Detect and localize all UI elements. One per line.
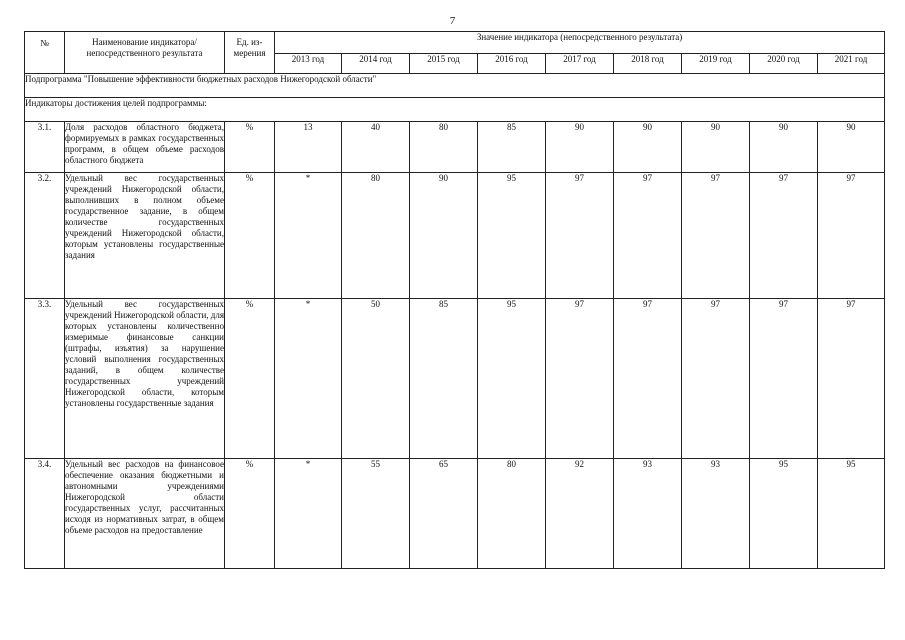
value-cell: 92 bbox=[546, 459, 614, 569]
table-row bbox=[25, 122, 885, 173]
header-year: 2015 год bbox=[410, 54, 478, 74]
value-cell: 65 bbox=[410, 459, 478, 569]
table-row bbox=[25, 299, 885, 459]
value-cell: 40 bbox=[342, 122, 410, 173]
header-year: 2021 год bbox=[818, 54, 885, 74]
indicator-name: Удельный вес государственных учреждений Нижегородской области, для которых установлены количественно измеримые финансовые санкции (штрафы, изъятия) за нарушение условий выполнения государственных заданий, в общем количестве государственных учреждений Нижегородской области, которым установлены государственные задания bbox=[65, 299, 225, 459]
row-number: 3.1. bbox=[25, 122, 65, 173]
value-cell: 97 bbox=[750, 299, 818, 459]
value-cell: 95 bbox=[478, 299, 546, 459]
header-year: 2019 год bbox=[682, 54, 750, 74]
header-year: 2017 год bbox=[546, 54, 614, 74]
value-cell: 90 bbox=[682, 122, 750, 173]
value-cell: 90 bbox=[750, 122, 818, 173]
value-cell: 95 bbox=[818, 459, 885, 569]
value-cell: 97 bbox=[546, 173, 614, 299]
value-cell: 85 bbox=[478, 122, 546, 173]
unit-cell: % bbox=[225, 299, 275, 459]
value-cell: 97 bbox=[682, 299, 750, 459]
indicator-name: Доля расходов областного бюджета, формируемых в рамках государственных программ, в общем объеме расходов областного бюджета bbox=[65, 122, 225, 173]
value-cell: 85 bbox=[410, 299, 478, 459]
value-cell: * bbox=[275, 173, 342, 299]
value-cell: * bbox=[275, 299, 342, 459]
value-cell: 97 bbox=[614, 299, 682, 459]
value-cell: 95 bbox=[750, 459, 818, 569]
value-cell: 90 bbox=[818, 122, 885, 173]
value-cell: 13 bbox=[275, 122, 342, 173]
header-indicator-name: Наименование индикатора/ непосредственного результата bbox=[65, 32, 225, 74]
value-cell: 80 bbox=[410, 122, 478, 173]
table-row bbox=[25, 459, 885, 569]
header-year: 2013 год bbox=[275, 54, 342, 74]
value-cell: 97 bbox=[614, 173, 682, 299]
value-cell: * bbox=[275, 459, 342, 569]
row-number: 3.2. bbox=[25, 173, 65, 299]
indicator-name: Удельный вес расходов на финансовое обеспечение оказания бюджетными и автономными учреждениями Нижегородской области государственных услуг, рассчитанных исходя из нормативных затрат, в общем объеме расходов на предоставление bbox=[65, 459, 225, 569]
value-cell: 97 bbox=[750, 173, 818, 299]
value-cell: 80 bbox=[342, 173, 410, 299]
header-year: 2016 год bbox=[478, 54, 546, 74]
unit-cell: % bbox=[225, 122, 275, 173]
row-number: 3.4. bbox=[25, 459, 65, 569]
header-number: № bbox=[25, 32, 65, 74]
table-row bbox=[25, 173, 885, 299]
page-number: 7 bbox=[449, 15, 456, 27]
value-cell: 80 bbox=[478, 459, 546, 569]
section-title: Индикаторы достижения целей подпрограммы: bbox=[25, 98, 885, 122]
value-cell: 90 bbox=[546, 122, 614, 173]
value-cell: 55 bbox=[342, 459, 410, 569]
value-cell: 95 bbox=[478, 173, 546, 299]
header-unit: Ед. из-мерения bbox=[225, 32, 275, 74]
value-cell: 93 bbox=[682, 459, 750, 569]
header-year: 2018 год bbox=[614, 54, 682, 74]
header-year: 2020 год bbox=[750, 54, 818, 74]
value-cell: 50 bbox=[342, 299, 410, 459]
header-value-group: Значение индикатора (непосредственного результата) bbox=[275, 32, 885, 54]
value-cell: 97 bbox=[682, 173, 750, 299]
unit-cell: % bbox=[225, 459, 275, 569]
unit-cell: % bbox=[225, 173, 275, 299]
subprogram-title: Подпрограмма "Повышение эффективности бюджетных расходов Нижегородской области" bbox=[25, 74, 885, 98]
value-cell: 90 bbox=[410, 173, 478, 299]
value-cell: 90 bbox=[614, 122, 682, 173]
value-cell: 93 bbox=[614, 459, 682, 569]
value-cell: 97 bbox=[818, 173, 885, 299]
row-number: 3.3. bbox=[25, 299, 65, 459]
indicator-name: Удельный вес государственных учреждений Нижегородской области, выполнивших в полном объеме государственное задание, в общем количестве государственных учреждений Нижегородской области, которым установлены государственные задания bbox=[65, 173, 225, 299]
value-cell: 97 bbox=[546, 299, 614, 459]
header-year: 2014 год bbox=[342, 54, 410, 74]
value-cell: 97 bbox=[818, 299, 885, 459]
indicators-table bbox=[24, 31, 885, 569]
